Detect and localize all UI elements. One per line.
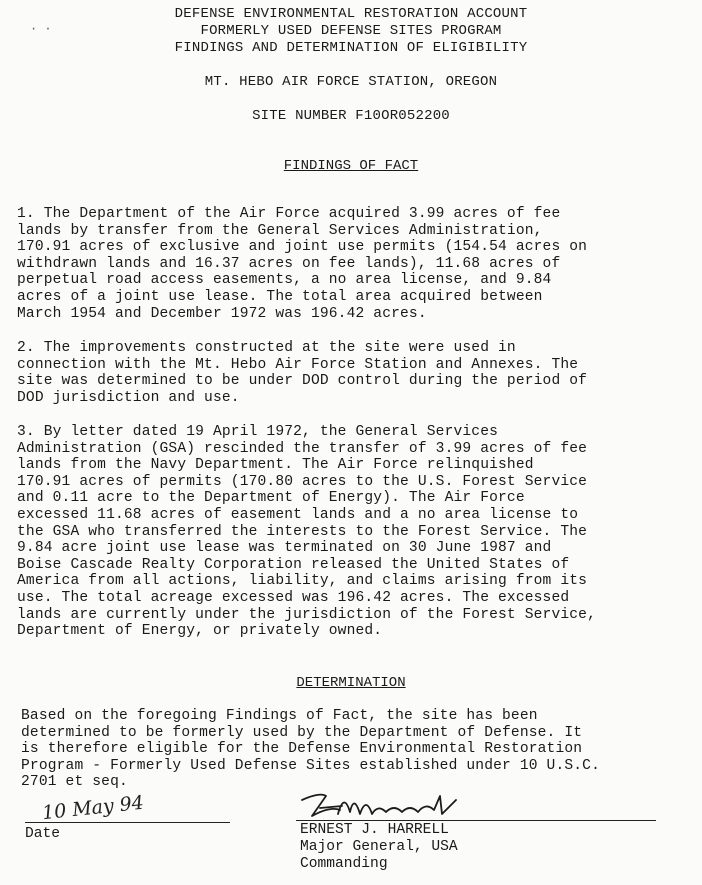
determination-title: DETERMINATION [296,675,406,691]
header-line-2: FORMERLY USED DEFENSE SITES PROGRAM [200,23,502,39]
signer-name: ERNEST J. HARRELL [300,822,449,838]
site-name: MT. HEBO AIR FORCE STATION, OREGON [204,74,498,90]
signer-rank: Major General, USA [300,839,458,855]
header-line-1: DEFENSE ENVIRONMENTAL RESTORATION ACCOUNT [174,6,528,22]
findings-title: FINDINGS OF FACT [283,158,419,174]
finding-paragraph-3: 3. By letter dated 19 April 1972, the General Services Administration (GSA) rescinded the transfer of 3.99 acres of fee lands from the Navy Department. The Air Force relinquished 170.91 acres of permits (170.80 acres to the U.S. Forest Service and 0.11 acre to the Department of Energy). The Air Force excessed 11.68 acres of easement lands and a no area license to the GSA who transferred the interests to the Forest Service. The 9.84 acre joint use lease was terminated on 30 June 1987 and Boise Cascade Realty Corporation released the United States of America from all actions, liability, and claims arising from its use. The total acreage excessed was 196.42 acres. The excessed lands are currently under the jurisdiction of the Forest Service, Department of Energy, or privately owned. [17,424,596,640]
document-header [0,6,702,57]
finding-paragraph-1: 1. The Department of the Air Force acquired 3.99 acres of fee lands by transfer from the General Services Administration, 170.91 acres of exclusive and joint use permits (154.54 acres on withdrawn lands and 16.37 acres on fee lands), 11.68 acres of perpetual road access easements, a no area license, and 9.84 acres of a joint use lease. The total area acquired between March 1954 and December 1972 was 196.42 acres. [17,206,588,322]
site-number: SITE NUMBER F10OR052200 [252,108,450,124]
handwritten-date: 10 May 94 [41,791,145,825]
signer-block [300,822,458,873]
determination-paragraph: Based on the foregoing Findings of Fact, the site has been determined to be formerly used by the Department of Defense. It is therefore eligible for the Defense Environmental Restoration Program - Formerly Used Defense Sites established under 10 U.S.C. 2701 et seq. [21,708,600,791]
date-label: Date [25,826,61,842]
signer-role: Commanding [300,856,388,872]
scan-speck: · · [30,22,52,36]
signature-line [296,820,656,821]
header-line-3: FINDINGS AND DETERMINATION OF ELIGIBILITY [174,40,528,56]
finding-paragraph-2: 2. The improvements constructed at the site were used in connection with the Mt. Hebo Air Force Station and Annexes. The site was determined to be under DOD control during the period of DOD jurisdiction and use. [17,340,588,406]
date-line [25,822,230,823]
